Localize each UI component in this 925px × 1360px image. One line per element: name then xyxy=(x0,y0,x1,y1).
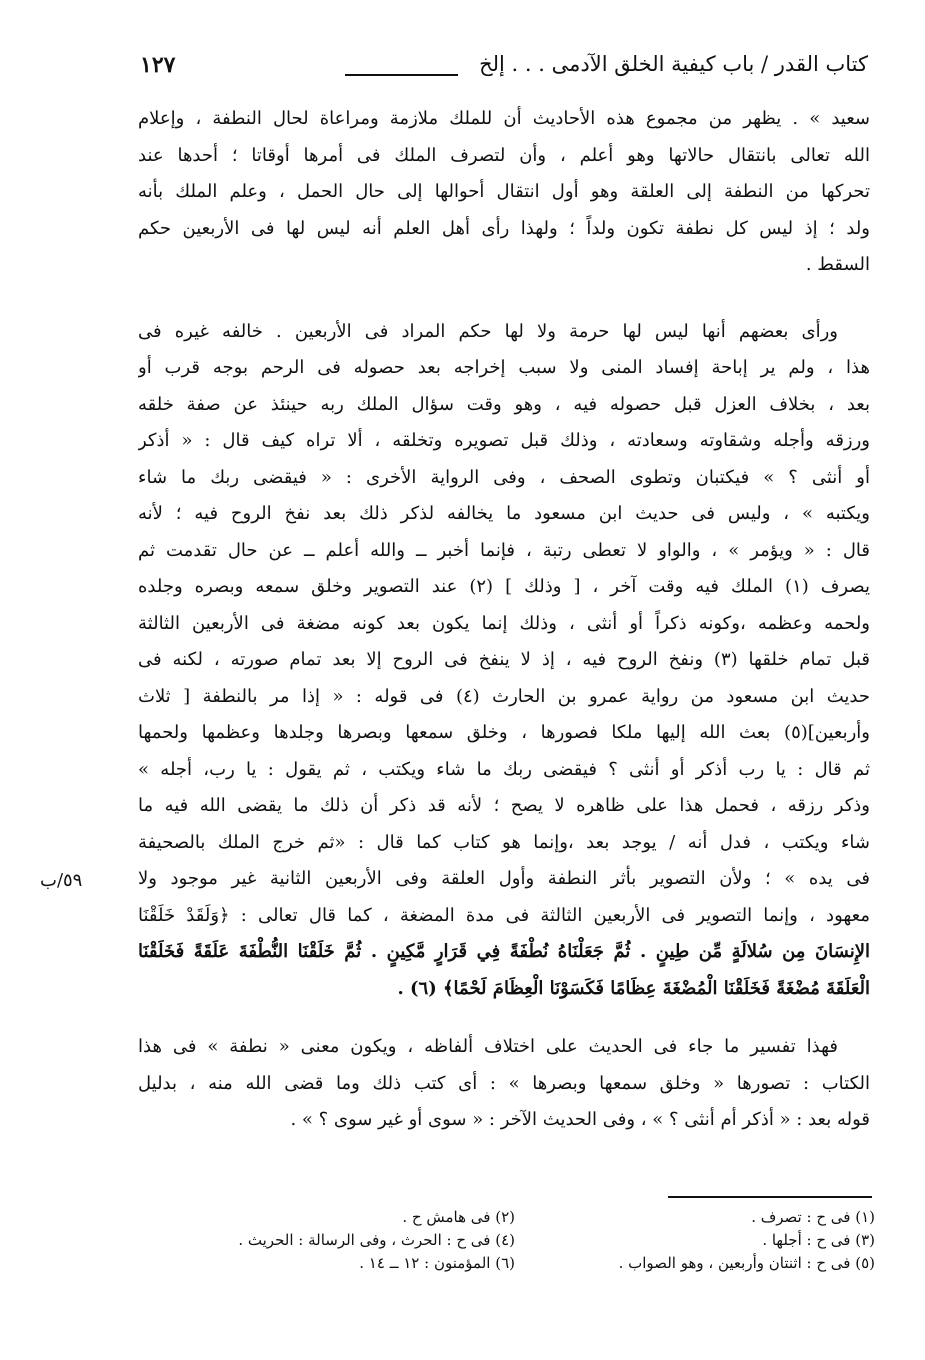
quran-verse-line: الْعَلَقَةَ مُضْغَةً فَخَلَقْنَا الْمُضْغَةَ عِظَامًا فَكَسَوْنَا الْعِظَامَ لَحْمًا﴾ (٦) . xyxy=(397,977,870,999)
text-line: ويكتبه » ، وليس فى حديث ابن مسعود ما يخالفه لذكر ذلك بعد نفخ الروح فيه ؛ لأنه xyxy=(138,503,870,524)
text-line: بعد ، بخلاف العزل قبل حصوله فيه ، وهو وقت سؤال الملك ربه حينئذ عن صفة خلقه xyxy=(138,393,870,415)
text-line: حديث ابن مسعود من رواية عمرو بن الحارث (٤) فى قوله : « إذا مر بالنطفة [ ثلاث xyxy=(138,685,870,707)
text-line: ورزقه وأجله وشقاوته وسعادته ، وذلك قبل تصويره وتخلقه ، ألا تراه كيف قال : « أذكر xyxy=(138,430,870,451)
text-line: هذا ، ولم ير إباحة إفساد المنى ولا سبب إخراجه بعد حصوله فى الرحم بوجه قرب أو xyxy=(138,357,870,378)
text-line: قبل تمام خلقها (٣) ونفخ الروح فيه ، إذ لا ينفخ فى الروح إلا بعد تمام صورته ، لكنه فى xyxy=(138,649,870,670)
footnote: (١) فى ح : تصرف . xyxy=(751,1208,875,1226)
text-line: الكتاب : تصورها « وخلق سمعها وبصرها » : أى كتب ذلك وما قضى الله منه ، بدليل xyxy=(138,1072,870,1094)
footnote: (٤) فى ح : الحرث ، وفى الرسالة : الحريث . xyxy=(238,1231,515,1249)
text-line: فى يده » ؛ ولأن التصوير بأثر النطفة وأول العلقة وفى الأربعين الثانية غير موجود ولا xyxy=(138,868,870,889)
text-line: معهود ، وإنما التصوير فى الأربعين الثالثة فى مدة المضغة ، كما قال تعالى : ﴿وَلَقَدْ خَلَقْنَا xyxy=(138,904,870,926)
text-line: ورأى بعضهم أنها ليس لها حرمة ولا لها حكم المراد فى الأربعين . خالفه غيره فى xyxy=(138,320,838,342)
header-rule xyxy=(345,74,458,76)
text-line: ولد ؛ إذ ليس كل نطفة تكون ولداً ؛ ولهذا رأى أهل العلم أنه ليس لها فى الأربعين حكم xyxy=(138,217,870,239)
text-line: ولحمه وعظمه ،وكونه ذكراً أو أنثى ، وذلك إنما يكون بعد كونه مضغة فى الأربعين الثالثة xyxy=(138,612,870,634)
footnote: (٥) فى ح : اثنتان وأربعين ، وهو الصواب . xyxy=(618,1254,875,1272)
text-line: السقط . xyxy=(805,254,870,275)
text-line: أو أنثى ؟ » فيكتبان وتطوى الصحف ، وفى الرواية الأخرى : « فيقضى ربك ما شاء xyxy=(138,466,870,488)
footnote: (٢) فى هامش ح . xyxy=(402,1208,515,1226)
text-line: سعيد » . يظهر من مجموع هذه الأحاديث أن للملك ملازمة ومراعاة لحال النطفة ، وإعلام xyxy=(138,108,870,129)
footnote: (٦) المؤمنون : ١٢ ــ ١٤ . xyxy=(359,1254,515,1272)
text-line: يصرف (١) الملك فيه وقت آخر ، [ وذلك ] (٢) عند التصوير وخلق سمعه وبصره وجلده xyxy=(138,576,870,597)
footnotes xyxy=(160,1206,875,1275)
text-line: الله تعالى بانتقال حالاتها وهو أعلم ، وأن لتصرف الملك فى أمرها أوقاتا ؛ أحدها عند xyxy=(138,144,870,166)
footnote: (٣) فى ح : أجلها . xyxy=(762,1231,875,1249)
text-line: وذكر رزقه ، فحمل هذا على ظاهره لا يصح ؛ لأنه قد ذكر أن ذلك ما يقضى الله فيه ما xyxy=(138,795,870,816)
footnote-row xyxy=(160,1252,875,1275)
running-title: كتاب القدر / باب كيفية الخلق الآدمى . . . إلخ xyxy=(479,52,868,76)
margin-folio-note: ٥٩/ب xyxy=(40,870,83,891)
page-header xyxy=(140,52,868,96)
text-line: شاء ويكتب ، فدل أنه / يوجد بعد ،وإنما هو كتاب كما قال : «ثم خرج الملك بالصحيفة xyxy=(138,831,870,853)
text-line: وأربعين](٥) بعث الله إليها ملكا فصورها ، وخلق سمعها وبصرها وجلدها وعظمها ولحمها xyxy=(138,722,870,743)
footnote-row xyxy=(160,1206,875,1229)
text-line: قال : « ويؤمر » ، والواو لا تعطى رتبة ، فإنما أخبر ــ والله أعلم ــ عن حال تقدمت ثم xyxy=(138,539,870,561)
page-number: ١٢٧ xyxy=(140,52,176,78)
text-line: قوله بعد : « أذكر أم أنثى ؟ » ، وفى الحديث الآخر : « سوى أو غير سوى ؟ » . xyxy=(290,1109,870,1130)
footnote-rule xyxy=(668,1196,872,1198)
main-text xyxy=(138,101,870,1139)
footnote-row xyxy=(160,1229,875,1252)
text-line: ثم قال : يا رب أذكر أو أنثى ؟ فيقضى ربك ما شاء ويكتب ، ثم يقول : يا رب، أجله » xyxy=(138,758,870,780)
text-line: فهذا تفسير ما جاء فى الحديث على اختلاف ألفاظه ، ويكون معنى « نطفة » فى هذا xyxy=(138,1036,838,1057)
quran-verse-line: الإِنسَانَ مِن سُلالَةٍ مِّن طِينٍ . ثُمَّ جَعَلْنَاهُ نُطْفَةً فِي قَرَارٍ مَّكِينٍ . ثُمَّ خَلَقْنَا النُّطْفَةَ عَلَقَةً فَخَلَقْنَا xyxy=(138,941,870,962)
text-line: تحركها من النطفة إلى العلقة وهو أول انتقال أحوالها إلى حال الحمل ، وعلم الملك بأنه xyxy=(138,181,870,202)
